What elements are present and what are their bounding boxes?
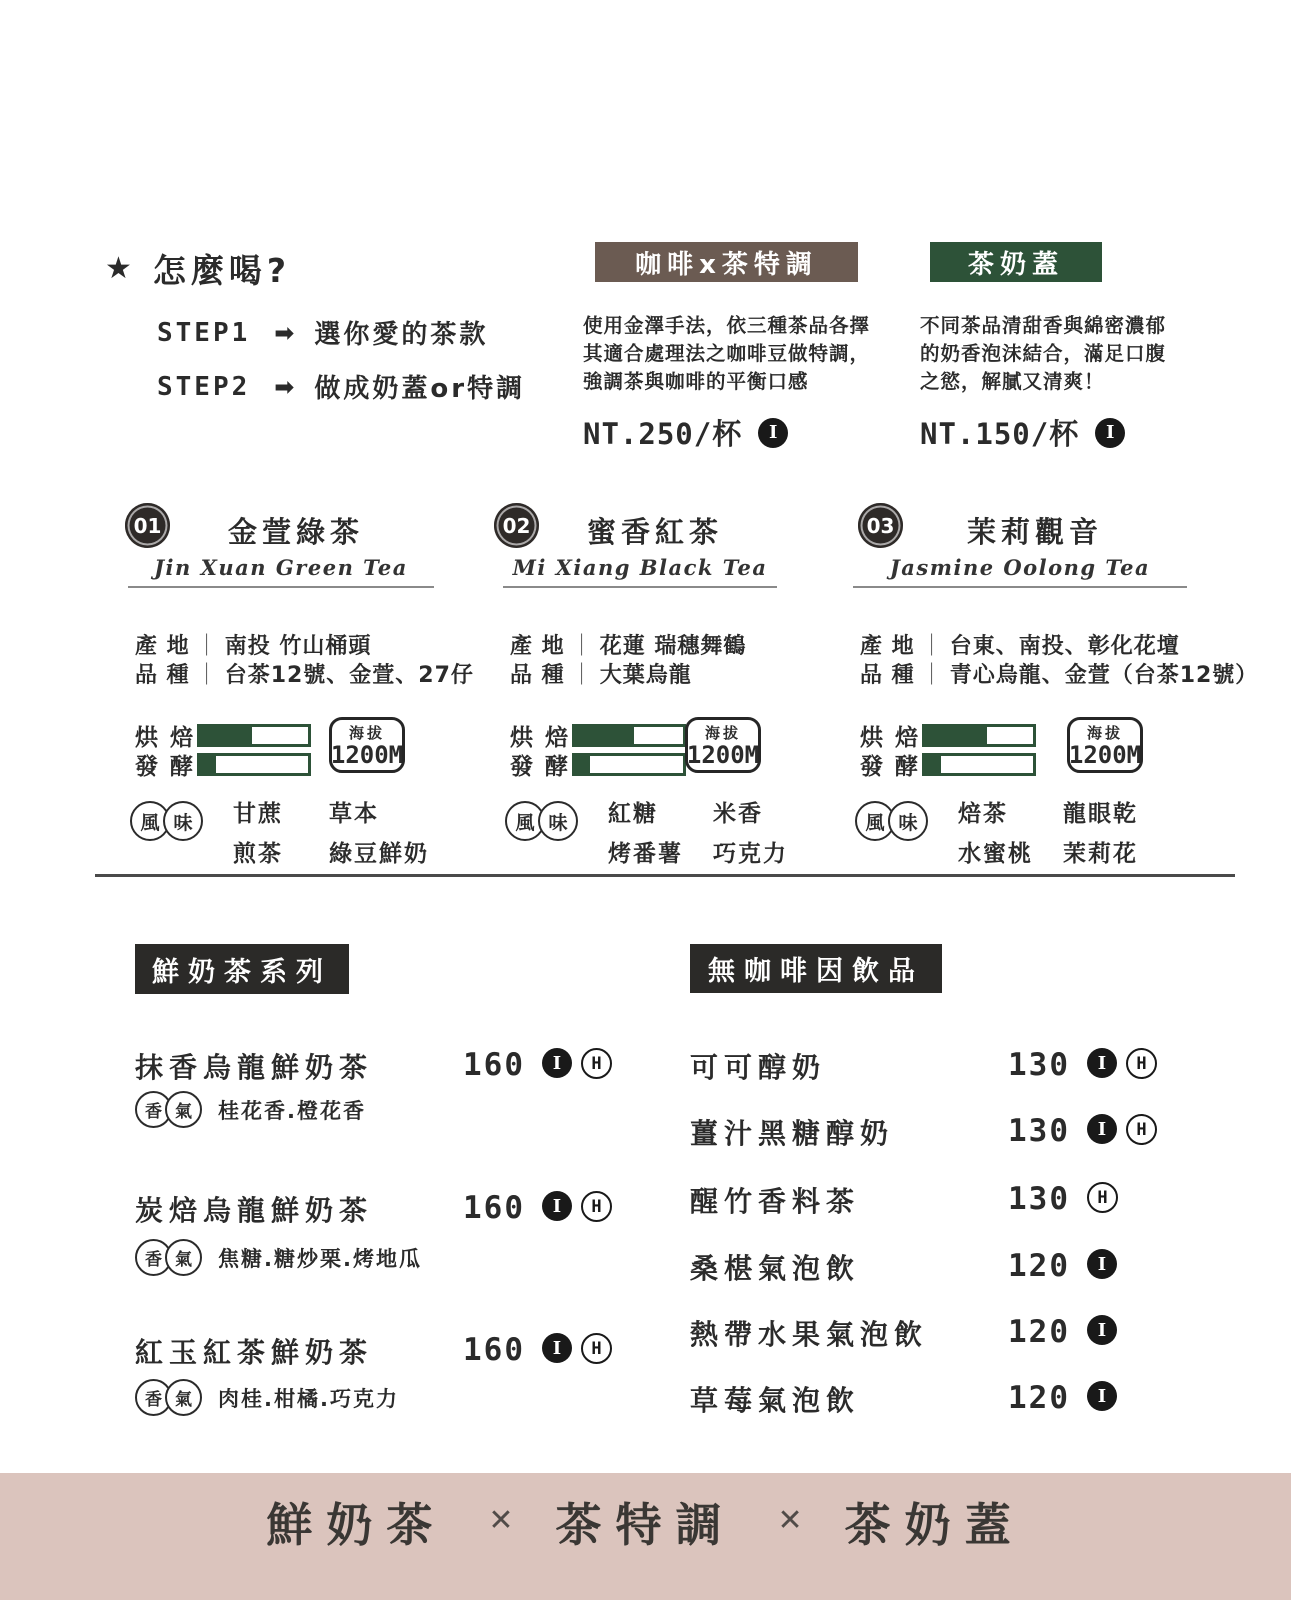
- how-to-drink-section: [105, 245, 525, 422]
- price-text: NT.150/杯: [920, 417, 1080, 451]
- iced-icon: I: [542, 1333, 572, 1363]
- item-icons: [542, 1191, 612, 1222]
- item-name: 草莓氣泡飲: [690, 1384, 861, 1417]
- flavor-item: 綠豆鮮奶: [329, 841, 429, 867]
- flavor-badge-char: 風: [505, 801, 545, 841]
- iced-icon: I: [1087, 1114, 1117, 1144]
- flavor-column: [958, 795, 1033, 868]
- roast-bar: [922, 724, 1036, 747]
- roast-bar-fill: [200, 727, 252, 744]
- how-to-title: [105, 245, 525, 292]
- roast-label: 烘 焙: [860, 725, 921, 751]
- aroma-badge-char: 香: [135, 1091, 172, 1128]
- coffee-tea-special-price-row: [583, 412, 883, 453]
- ferment-label: 發 酵: [860, 754, 921, 780]
- footer-word: 茶特調: [555, 1498, 736, 1552]
- origin-value: 台東、南投、彰化花壇: [949, 634, 1180, 659]
- hot-icon: H: [581, 1191, 612, 1222]
- iced-icon: I: [542, 1048, 572, 1078]
- flavor-column: [233, 795, 283, 868]
- flavor-badge-char: 味: [163, 801, 203, 841]
- iced-icon: I: [1095, 418, 1125, 448]
- altitude-box: [1067, 717, 1143, 773]
- footer-band: [0, 1473, 1291, 1600]
- tea-name-english: Mi Xiang Black Tea: [512, 555, 768, 580]
- ferment-label: 發 酵: [135, 754, 196, 780]
- divider: [853, 586, 1187, 588]
- separator: ｜: [920, 634, 944, 659]
- flavor-row: [855, 795, 1138, 868]
- coffee-tea-special-description: [583, 312, 883, 396]
- aroma-badge-char: 氣: [165, 1091, 202, 1128]
- ferment-bar-fill: [925, 756, 941, 773]
- tea-milk-cap-price-row: [920, 412, 1220, 453]
- tea-number: 03: [866, 513, 895, 538]
- roast-bar-fill: [575, 727, 634, 744]
- ferment-bar-fill: [575, 756, 590, 773]
- origin-row: [135, 629, 371, 660]
- separator: ｜: [195, 634, 219, 659]
- desc-line: 之慾，解膩又清爽！: [920, 370, 1105, 393]
- divider: [503, 586, 777, 588]
- flavor-item: 草本: [329, 801, 379, 827]
- item-icons: [1087, 1048, 1157, 1079]
- origin-label: 產 地: [860, 634, 915, 659]
- section-divider: [95, 874, 1235, 877]
- tea-name: 蜜香紅茶: [586, 515, 723, 549]
- ferment-bar: [197, 753, 311, 776]
- ferment-bar: [572, 753, 686, 776]
- menu-item: [690, 1247, 1210, 1287]
- origin-value: 南投 竹山桶頭: [224, 634, 372, 659]
- item-icons: [1087, 1381, 1117, 1411]
- item-icons: [1087, 1249, 1117, 1279]
- item-name: 紅玉紅茶鮮奶茶: [135, 1336, 374, 1369]
- origin-label: 產 地: [135, 634, 190, 659]
- flavor-item: 茉莉花: [1063, 841, 1138, 867]
- menu-item: [690, 1180, 1210, 1220]
- tea-card-jin-xuan-green: [125, 495, 474, 867]
- flavor-column: [1063, 795, 1138, 868]
- flavor-item: 紅糖: [608, 801, 658, 827]
- item-icons: [1087, 1114, 1157, 1145]
- price-text: NT.250/杯: [583, 417, 743, 451]
- separator: ｜: [920, 663, 944, 688]
- hot-icon: H: [1087, 1182, 1118, 1213]
- ferment-meter: [860, 748, 1036, 781]
- aroma-row: [135, 1091, 366, 1128]
- desc-line: 不同茶品清甜香與綿密濃郁: [920, 314, 1167, 337]
- step1-text: 選你愛的茶款: [314, 320, 489, 350]
- roast-bar: [572, 724, 686, 747]
- item-name: 炭焙烏龍鮮奶茶: [135, 1194, 374, 1227]
- variety-value: 大葉烏龍: [599, 663, 692, 688]
- divider: [128, 586, 434, 588]
- desc-line: 強調茶與咖啡的平衡口感: [583, 370, 809, 393]
- item-price: 120: [1008, 1314, 1070, 1350]
- item-price: 120: [1008, 1380, 1070, 1416]
- separator: ｜: [570, 634, 594, 659]
- altitude-box: [685, 717, 761, 773]
- aroma-badge: [135, 1091, 202, 1128]
- separator: ｜: [570, 663, 594, 688]
- desc-line: 其適合處理法之咖啡豆做特調，: [583, 342, 871, 365]
- flavor-column: [329, 795, 429, 868]
- flavor-column: [713, 795, 788, 868]
- iced-icon: I: [1087, 1381, 1117, 1411]
- iced-icon: I: [1087, 1315, 1117, 1345]
- roast-bar-fill: [925, 727, 987, 744]
- iced-icon: I: [542, 1191, 572, 1221]
- ferment-label: 發 酵: [510, 754, 571, 780]
- item-price: 160: [463, 1332, 525, 1368]
- aroma-badge-char: 氣: [165, 1379, 202, 1416]
- origin-value: 花蓮 瑞穗舞鶴: [599, 634, 747, 659]
- aroma-badge-char: 香: [135, 1239, 172, 1276]
- roast-bar: [197, 724, 311, 747]
- aroma-badge-char: 香: [135, 1379, 172, 1416]
- variety-row: [860, 658, 1258, 689]
- flavor-badge-char: 味: [538, 801, 578, 841]
- variety-label: 品 種: [135, 663, 190, 688]
- aroma-badge: [135, 1379, 202, 1416]
- variety-label: 品 種: [860, 663, 915, 688]
- step2-label: STEP2: [157, 371, 251, 402]
- caffeine-free-section-header: 無咖啡因飲品: [690, 944, 942, 993]
- origin-label: 產 地: [510, 634, 565, 659]
- flavor-item: 焙茶: [958, 801, 1008, 827]
- item-name: 熱帶水果氣泡飲: [690, 1318, 929, 1351]
- ferment-meter: [510, 748, 686, 781]
- aroma-badge: [135, 1239, 202, 1276]
- tea-milk-cap-header: 茶奶蓋: [930, 242, 1102, 282]
- aroma-badge-char: 氣: [165, 1239, 202, 1276]
- flavor-badge-char: 味: [888, 801, 928, 841]
- cross-icon: ✕: [777, 1502, 803, 1538]
- flavor-badge-char: 風: [130, 801, 170, 841]
- item-icons: [542, 1048, 612, 1079]
- item-name: 可可醇奶: [690, 1051, 827, 1084]
- menu-item: [690, 1313, 1210, 1353]
- right-arrow-icon: ➡: [274, 372, 295, 401]
- item-icons: [542, 1333, 612, 1364]
- tea-milk-cap-card: [920, 242, 1220, 453]
- flavor-item: 水蜜桃: [958, 841, 1033, 867]
- desc-line: 的奶香泡沫結合，滿足口腹: [920, 342, 1167, 365]
- hot-icon: H: [1126, 1114, 1157, 1145]
- footer-text: [266, 1489, 1024, 1555]
- ferment-bar: [922, 753, 1036, 776]
- ferment-bar-fill: [200, 756, 216, 773]
- flavor-column: [608, 795, 683, 868]
- menu-item: [690, 1379, 1210, 1419]
- hot-icon: H: [581, 1048, 612, 1079]
- coffee-tea-special-card: [583, 242, 883, 453]
- cross-icon: ✕: [488, 1502, 514, 1538]
- hot-icon: H: [581, 1333, 612, 1364]
- flavor-badge: [855, 801, 928, 841]
- item-price: 130: [1008, 1113, 1070, 1149]
- flavor-item: 甘蔗: [233, 801, 283, 827]
- step-row-2: [157, 368, 525, 405]
- roast-label: 烘 焙: [510, 725, 571, 751]
- flavor-item: 米香: [713, 801, 763, 827]
- flavor-item: 煎茶: [233, 841, 283, 867]
- separator: ｜: [195, 663, 219, 688]
- origin-row: [860, 629, 1180, 660]
- roast-label: 烘 焙: [135, 725, 196, 751]
- iced-icon: I: [1087, 1048, 1117, 1078]
- item-name: 桑椹氣泡飲: [690, 1252, 861, 1285]
- tea-name: 茉莉觀音: [966, 515, 1103, 549]
- flavor-badge: [130, 801, 203, 841]
- altitude-value: 1200M: [686, 740, 760, 769]
- iced-icon: I: [758, 418, 788, 448]
- tea-name-english: Jasmine Oolong Tea: [889, 555, 1151, 580]
- item-name: 抹香烏龍鮮奶茶: [135, 1051, 374, 1084]
- altitude-value: 1200M: [1068, 740, 1142, 769]
- item-price: 130: [1008, 1047, 1070, 1083]
- how-to-title-text: 怎麼喝?: [152, 251, 292, 290]
- coffee-tea-special-header: 咖啡x茶特調: [595, 242, 858, 282]
- item-icons: [1087, 1182, 1118, 1213]
- origin-row: [510, 629, 746, 660]
- ferment-meter: [135, 748, 311, 781]
- tea-card-mi-xiang-black: [500, 495, 788, 867]
- iced-icon: I: [1087, 1249, 1117, 1279]
- step1-label: STEP1: [157, 317, 251, 348]
- tea-name-english: Jin Xuan Green Tea: [154, 555, 408, 580]
- aroma-text: 肉桂.柑橘.巧克力: [218, 1386, 399, 1411]
- star-icon: ★: [105, 251, 137, 286]
- altitude-label: 海拔: [1086, 723, 1123, 742]
- flavor-item: 烤番薯: [608, 841, 683, 867]
- flavor-badge-char: 風: [855, 801, 895, 841]
- step2-text: 做成奶蓋or特調: [314, 374, 526, 404]
- flavor-badge: [505, 801, 578, 841]
- hot-icon: H: [1126, 1048, 1157, 1079]
- altitude-label: 海拔: [704, 723, 741, 742]
- menu-item: [135, 1046, 655, 1086]
- menu-item: [135, 1189, 655, 1229]
- menu-item: [690, 1112, 1210, 1152]
- footer-word: 鮮奶茶: [266, 1498, 447, 1552]
- variety-row: [510, 658, 692, 689]
- item-price: 160: [463, 1190, 525, 1226]
- item-name: 醒竹香料茶: [690, 1185, 861, 1218]
- tea-milk-cap-description: [920, 312, 1220, 396]
- aroma-row: [135, 1379, 399, 1416]
- tea-number: 02: [502, 513, 531, 538]
- aroma-row: [135, 1239, 422, 1276]
- flavor-row: [130, 795, 429, 868]
- variety-value: 台茶12號、金萱、27仔: [224, 663, 474, 688]
- menu-item: [690, 1046, 1210, 1086]
- item-price: 130: [1008, 1181, 1070, 1217]
- tea-card-jasmine-oolong: [850, 495, 1259, 867]
- flavor-item: 巧克力: [713, 841, 788, 867]
- tea-number: 01: [133, 513, 162, 538]
- step-row-1: [157, 314, 525, 351]
- flavor-row: [505, 795, 788, 868]
- altitude-label: 海拔: [348, 723, 385, 742]
- milk-tea-section-header: 鮮奶茶系列: [135, 944, 349, 994]
- variety-label: 品 種: [510, 663, 565, 688]
- item-price: 160: [463, 1047, 525, 1083]
- variety-value: 青心烏龍、金萱（台茶12號）: [949, 663, 1259, 688]
- aroma-text: 桂花香.橙花香: [218, 1098, 366, 1123]
- right-arrow-icon: ➡: [274, 318, 295, 347]
- item-name: 薑汁黑糖醇奶: [690, 1117, 895, 1150]
- item-icons: [1087, 1315, 1117, 1345]
- tea-name: 金萱綠茶: [227, 515, 364, 549]
- altitude-value: 1200M: [330, 740, 404, 769]
- flavor-item: 龍眼乾: [1063, 801, 1138, 827]
- menu-item: [135, 1331, 655, 1371]
- desc-line: 使用金澤手法，依三種茶品各擇: [583, 314, 871, 337]
- item-price: 120: [1008, 1248, 1070, 1284]
- variety-row: [135, 658, 474, 689]
- how-to-steps: [157, 314, 525, 405]
- footer-word: 茶奶蓋: [844, 1498, 1025, 1552]
- aroma-text: 焦糖.糖炒栗.烤地瓜: [218, 1246, 422, 1271]
- altitude-box: [329, 717, 405, 773]
